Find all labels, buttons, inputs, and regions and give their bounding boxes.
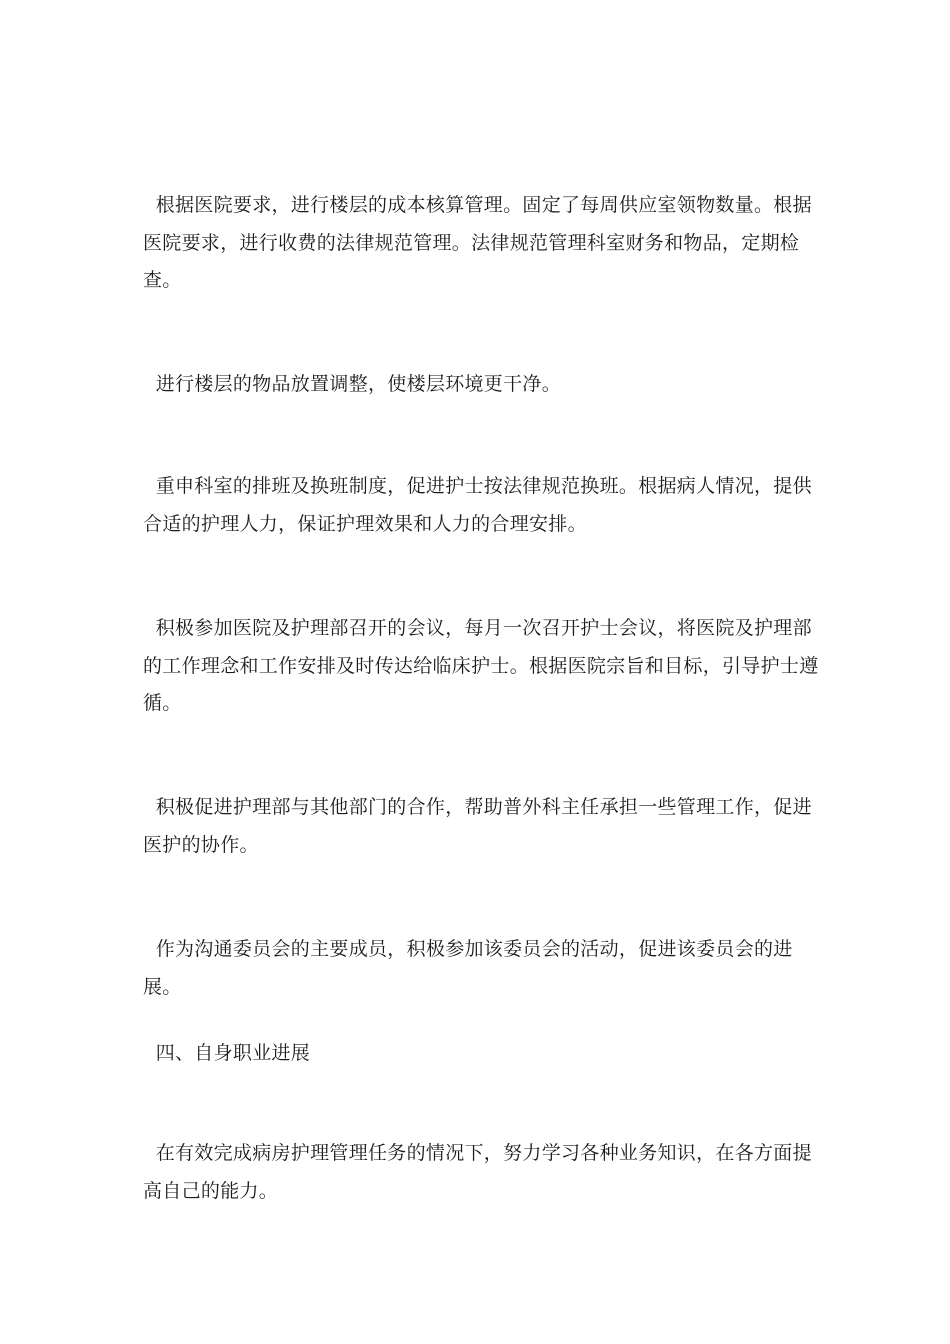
paragraph-committee: 作为沟通委员会的主要成员，积极参加该委员会的活动，促进该委员会的进展。 — [143, 938, 793, 998]
paragraph-meetings: 积极参加医院及护理部召开的会议，每月一次召开护士会议，将医院及护理部的工作理念和工作安排及时传达给临床护士。根据医院宗旨和目标，引导护士遵循。 — [143, 617, 819, 714]
paragraph-floor-arrangement: 进行楼层的物品放置调整，使楼层环境更干净。 — [155, 373, 561, 395]
paragraph-cooperation: 积极促进护理部与其他部门的合作，帮助普外科主任承担一些管理工作，促进医护的协作。 — [143, 796, 812, 856]
paragraph-self-improvement: 在有效完成病房护理管理任务的情况下，努力学习各种业务知识，在各方面提高自己的能力。 — [143, 1142, 812, 1202]
paragraph-cost-accounting: 根据医院要求，进行楼层的成本核算管理。固定了每周供应室领物数量。根据医院要求，进行收费的法律规范管理。法律规范管理科室财务和物品，定期检查。 — [143, 194, 812, 291]
paragraph-shift-schedule: 重申科室的排班及换班制度，促进护士按法律规范换班。根据病人情况，提供合适的护理人力，保证护理效果和人力的合理安排。 — [143, 475, 812, 535]
section-heading: 四、自身职业进展 — [155, 1042, 311, 1064]
